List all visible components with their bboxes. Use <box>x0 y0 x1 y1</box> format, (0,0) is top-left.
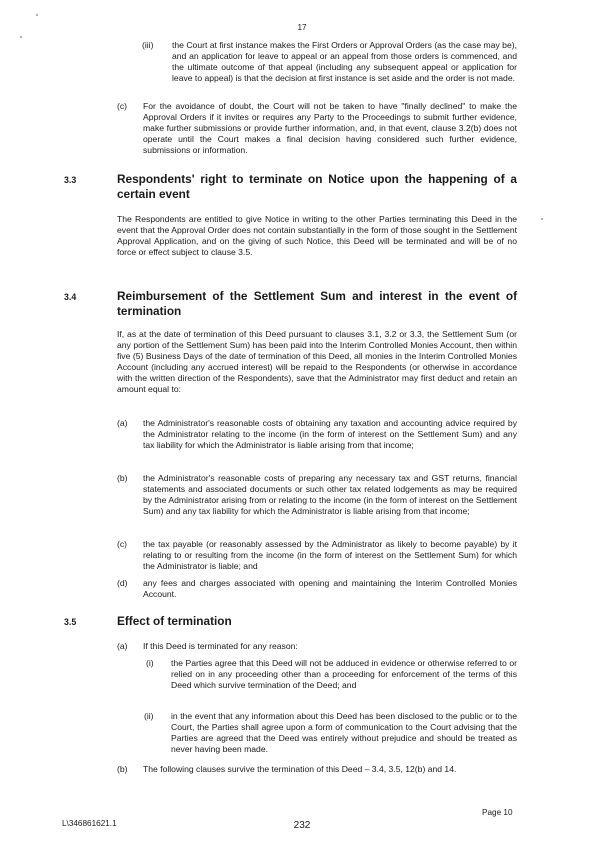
list-item: any fees and charges associated with opening and maintaining the Interim Controlled Monies Account. <box>143 578 517 599</box>
paragraph: If this Deed is terminated for any reason: <box>143 641 298 651</box>
page-number-bottom: 232 <box>293 820 311 831</box>
section-number: 3.5 <box>64 617 77 627</box>
list-item: in the event that any information about this Deed has been disclosed to the public or to the Court, the Parties shall agree upon a form of communication to the Court advising that the Parties are agreed that the Deed was entirely without prejudice and should be treated as never having been made. <box>171 711 517 754</box>
section-heading: Respondents' right to terminate on Notice upon the happening of a certain event <box>117 172 517 201</box>
section-number: 3.4 <box>64 292 77 302</box>
item-label: (i) <box>146 658 154 668</box>
page-number-top: 17 <box>297 23 307 32</box>
paragraph: the Court at first instance makes the First Orders or Approval Orders (as the case may be), and an application for leave to appeal or an appeal from those orders is commenced, and the ultimate outcome of that appeal (including any subsequent appeal or application for leave to appeal) is that the decision at first instance is set aside and the order is not made. <box>172 40 517 83</box>
section-heading: Reimbursement of the Settlement Sum and interest in the event of termination <box>117 289 517 318</box>
item-label: (iii) <box>142 40 154 50</box>
scan-speck <box>20 36 22 38</box>
item-label: (ii) <box>144 711 154 721</box>
list-item: the tax payable (or reasonably assessed by the Administrator as likely to become payable) by it relating to or resulting from the income (in the form of interest on the Settlement Sum) for which the Administrator is liable; and <box>143 539 517 571</box>
list-item: the Administrator's reasonable costs of preparing any necessary tax and GST returns, financial statements and associated documents or such other tax related lodgements as may be required by the Administrator arising from or relating to the income (in the form of interest on the Settlement Sum) and any tax liability for which the Administrator is liable arising from that income; <box>143 473 517 516</box>
list-item: the Administrator's reasonable costs of obtaining any taxation and accounting advice required by the Administrator relating to the income (in the form of interest on the Settlement Sum) and any tax liability for which the Administrator is liable arising from that income; <box>143 418 517 450</box>
item-label: (b) <box>117 764 128 774</box>
section-heading: Effect of termination <box>117 614 232 628</box>
paragraph: For the avoidance of doubt, the Court will not be taken to have "finally declined" to make the Approval Orders if it invites or requires any Party to the Proceedings to submit further evidence, make further submissions or provide further information, and, in that event, clause 3.2(b) does not operate until the Court makes a final decision having considered such further evidence, submissions or information. <box>143 101 517 155</box>
paragraph: The Respondents are entitled to give Notice in writing to the other Parties terminating this Deed in the event that the Approval Order does not contain substantially in the form of those sought in the Settlement Approval Application, and on the giving of such Notice, this Deed will be terminated and will be of no force or effect subject to clause 3.5. <box>117 214 517 257</box>
paragraph: The following clauses survive the termination of this Deed – 3.4, 3.5, 12(b) and 14. <box>143 764 457 774</box>
paragraph: If, as at the date of termination of this Deed pursuant to clauses 3.1, 3.2 or 3.3, the Settlement Sum (or any portion of the Settlement Sum) has been paid into the Interim Controlled Monies Account, then within five (5) Business Days of the date of termination of this Deed, all monies in the Interim Controlled Monies Account (including any accrued interest) will be repaid to the Respondents (or otherwise in accordance with the written direction of the Respondents), save that the Administrator may first deduct and retain an amount equal to: <box>117 329 517 394</box>
section-number: 3.3 <box>64 175 77 185</box>
item-label: (c) <box>117 539 128 549</box>
item-label: (a) <box>117 641 128 651</box>
document-reference: L\346861621.1 <box>62 819 117 828</box>
scan-speck <box>541 218 543 220</box>
page-label: Page 10 <box>482 808 513 817</box>
item-label: (d) <box>117 578 128 588</box>
scan-speck <box>36 14 38 16</box>
list-item: the Parties agree that this Deed will not be adduced in evidence or otherwise referred to or relied on in any proceeding other than a proceeding for enforcement of the terms of this Deed which survive termination of the Deed; and <box>171 658 517 690</box>
item-label: (a) <box>117 418 128 428</box>
item-label: (b) <box>117 473 128 483</box>
item-label: (c) <box>117 101 128 111</box>
